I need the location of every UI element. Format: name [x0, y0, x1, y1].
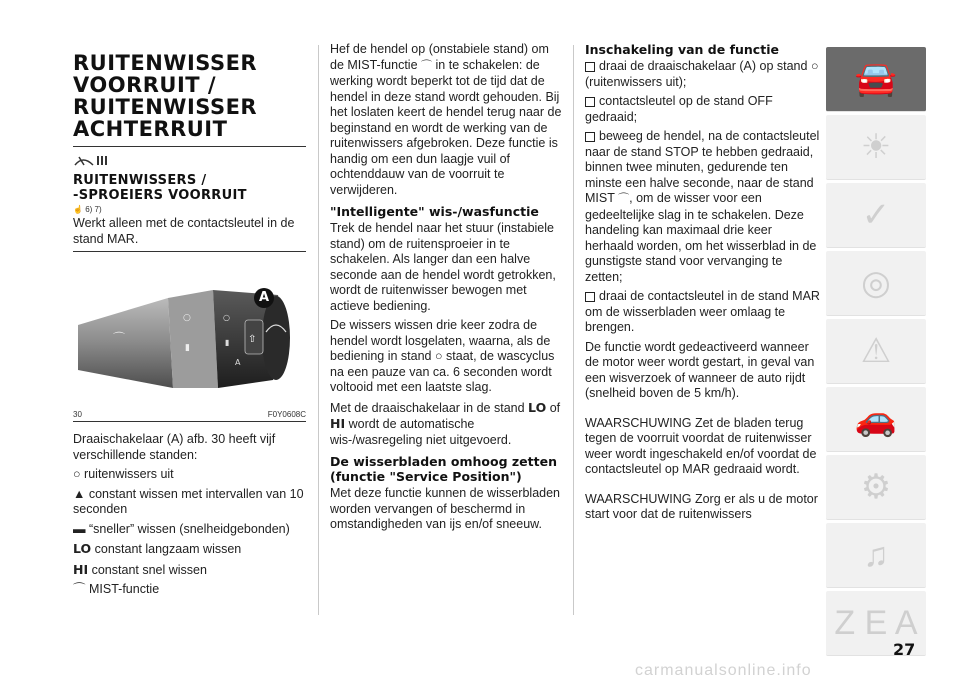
column-1 — [73, 42, 306, 602]
title-rule — [73, 146, 306, 147]
seatbelt-icon: ✓ — [861, 196, 891, 234]
tab-car-info[interactable] — [826, 47, 926, 112]
interval-icon: ▲ — [73, 486, 86, 501]
svg-text:▮: ▮ — [225, 338, 230, 347]
note-references: ☝ 6) 7) — [73, 205, 102, 214]
figure-caption — [73, 410, 306, 422]
column-divider — [573, 45, 574, 615]
page-number: 27 — [893, 640, 916, 659]
steering-wheel-icon: ◎ — [861, 264, 891, 302]
hi-label: HI — [73, 561, 89, 577]
wiper-stalk-illustration — [73, 260, 306, 410]
tab-maintenance[interactable] — [826, 387, 926, 452]
off-circle-icon: ○ — [434, 349, 443, 363]
checkbox-bullet-icon — [585, 62, 595, 72]
mist-icon: ⌒ — [618, 193, 630, 205]
checkbox-bullet-icon — [585, 97, 595, 107]
lo-label: LO — [73, 541, 92, 556]
step-item: draai de contactsleutel in de stand MAR om de wisserbladen weer omlaag te brengen. — [585, 289, 820, 334]
tab-emergency[interactable] — [826, 319, 926, 384]
position-item: ⌒ MIST-functie — [73, 582, 160, 596]
svg-text:⌒: ⌒ — [113, 331, 126, 345]
car-info-icon: 🚘 — [854, 60, 898, 98]
column-divider — [318, 45, 319, 615]
svg-text:○: ○ — [223, 313, 230, 322]
mist-icon: ⌒ — [73, 582, 86, 596]
speed-icon: ▬ — [73, 521, 86, 536]
svg-text:○: ○ — [183, 313, 191, 323]
wiper-stalk-figure — [73, 260, 306, 410]
wash-paragraph: Trek de hendel naar het stuur (instabiele stand) om de ruitensproeier in te schakelen. Als langer dan een halve seconde aan de hendel wordt getrokken, wordt de ruitenwisser bewogen met actieve bediening. — [330, 221, 556, 313]
alphabet-index-icon: Z E A — [834, 603, 918, 642]
tab-multimedia[interactable] — [826, 523, 926, 588]
mist-paragraph: Hef de hendel op (onstabiele stand) om de MIST-functie ⌒ in te schakelen: de werking wordt beperkt tot de tijd dat de hendel in deze stand wordt gehouden. Bij het loslaten keert de hendel terug naar de beginstand en wordt de werking van de ruitenwissers afgebroken. Deze functie is handig om een dun laagje vuil of ochtenddauw van de voorruit te verwijderen. — [330, 42, 562, 197]
column-3 — [585, 42, 820, 527]
deactivation-paragraph: De functie wordt gedeactiveerd wanneer de motor weer wordt gestart, in geval van een wisverzoek of wanneer de auto rijdt (snelheid boven de 5 km/h). — [585, 339, 815, 400]
intro-text: Werkt alleen met de contactsleutel in de stand MAR. — [73, 216, 295, 246]
figure-top-rule — [73, 251, 306, 252]
step-item: beweeg de hendel, na de contactsleutel naar de stand STOP te hebben gedraaid, binnen twee minuten, gedurende ten minste een halve seconde, naar de stand MIST ⌒, om de wisser voor een gedeeltelijke slag in te schakelen. Deze handeling kan maximaal drie keer herhaald worden, om het wisserblad in de gunstigste stand voor vervanging te zetten; — [585, 129, 820, 284]
auto-wash-paragraph: Met de draaischakelaar in de stand LO of HI wordt de automatische wis-/wasregeling niet uitgevoerd. — [330, 399, 561, 447]
tab-dashboard-lights[interactable] — [826, 115, 926, 180]
figure-number: 30 — [73, 410, 82, 419]
position-item: HI constant snel wissen — [73, 561, 207, 577]
warning-triangle-icon: ⚠ — [860, 332, 892, 370]
wipe-cycle-paragraph: De wissers wissen drie keer zodra de hendel wordt losgelaten, waarna, als de bediening in stand ○ staat, de wascyclus na een pauze van ca. 6 seconden wordt voltooid met een laatste slag. — [330, 318, 555, 394]
callout-badge-a: A — [254, 288, 274, 308]
heading-activation: Inschakeling van de functie — [585, 42, 779, 57]
position-item: ▲ constant wissen met intervallen van 10 seconden — [73, 486, 304, 516]
tab-starting-driving[interactable] — [826, 251, 926, 316]
position-item: LO constant langzaam wissen — [73, 541, 242, 556]
service-paragraph: Met deze functie kunnen de wisserbladen worden vervangen of beschermd in omstandigheden van ijs en/of sneeuw. — [330, 486, 561, 531]
svg-text:A: A — [235, 358, 241, 367]
positions-intro: Draaischakelaar (A) afb. 30 heeft vijf verschillende standen: — [73, 432, 276, 462]
heading-intelligent-wash: "Intelligente" wis-/wasfunctie — [330, 204, 539, 219]
subsection-title: RUITENWISSERS / -SPROEIERS VOORRUIT — [73, 173, 247, 203]
step-item: contactsleutel op de stand OFF gedraaid; — [585, 94, 773, 124]
svg-text:⇧: ⇧ — [248, 334, 257, 345]
tab-technical-data[interactable] — [826, 455, 926, 520]
heading-service-position: De wisserbladen omhoog zetten (functie "Service Position") — [330, 454, 557, 484]
svg-text:▮: ▮ — [185, 343, 190, 353]
wiper-icon — [73, 153, 306, 169]
warning-light-icon: ☀ — [860, 128, 892, 166]
checkbox-bullet-icon — [585, 132, 595, 142]
gear-icon: ⚙ — [860, 468, 892, 506]
off-circle-icon: ○ — [73, 467, 81, 481]
warning-hand-icon: ☝ — [73, 205, 83, 214]
step-item: draai de draaischakelaar (A) op stand ○ (ruitenwissers uit); — [585, 59, 819, 89]
figure-code: F0Y0608C — [267, 410, 306, 419]
column-2 — [330, 42, 565, 537]
car-service-icon: 🚗 — [854, 400, 898, 438]
warning-paragraph: WAARSCHUWING Zet de bladen terug tegen de voorruit voordat de ruitenwisser weer wordt ingeschakeld en/of voordat de contactsleutel op MAR gedraaid wordt. — [585, 415, 817, 476]
section-title: RUITENWISSER VOORRUIT / RUITENWISSER ACHTERRUIT — [73, 51, 258, 141]
mist-icon: ⌒ — [421, 59, 433, 72]
position-item: ▬ “sneller” wissen (snelheidgebonden) — [73, 521, 290, 536]
position-item: ○ ruitenwissers uit — [73, 467, 174, 481]
music-note-icon: ♫ — [863, 535, 889, 574]
warning-paragraph: WAARSCHUWING Zorg er als u de motor start voor dat de ruitenwissers — [585, 491, 818, 521]
chapter-tabs — [826, 47, 926, 659]
tab-safety[interactable] — [826, 183, 926, 248]
watermark: carmanualsonline.info — [635, 662, 812, 679]
checkbox-bullet-icon — [585, 292, 595, 302]
off-circle-icon: ○ — [810, 59, 819, 73]
